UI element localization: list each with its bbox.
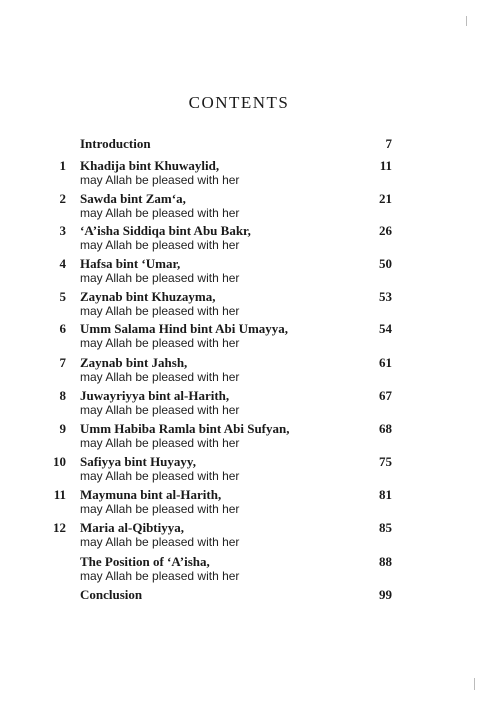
- entry-page-number: 54: [379, 321, 392, 336]
- entry-heading: Umm Salama Hind bint Abi Umayya,: [80, 321, 289, 336]
- entry-page-number: 88: [379, 554, 392, 569]
- entry-number: 7: [59, 355, 66, 370]
- entry-subtitle: may Allah be pleased with her: [80, 569, 240, 583]
- entry-number: 6: [59, 321, 66, 336]
- entry-heading: Sawda bint Zam‘a,: [80, 191, 186, 206]
- entry-page-number: 67: [379, 388, 392, 403]
- entry-page-number: 11: [379, 158, 392, 173]
- entry-number: 12: [53, 520, 66, 535]
- entry-number: 2: [59, 191, 66, 206]
- entry-number: 5: [59, 289, 66, 304]
- entry-page-number: 81: [379, 487, 392, 502]
- entry-subtitle: may Allah be pleased with her: [80, 370, 240, 384]
- entry-heading: Zaynab bint Jahsh,: [80, 355, 188, 370]
- entry-heading: Zaynab bint Khuzayma,: [80, 289, 216, 304]
- scan-mark: [466, 16, 467, 26]
- entry-heading: Khadija bint Khuwaylid,: [80, 158, 220, 173]
- entry-subtitle: may Allah be pleased with her: [80, 271, 240, 285]
- entry-page-number: 75: [379, 454, 392, 469]
- entry-page-number: 21: [379, 191, 392, 206]
- entry-page-number: 53: [379, 289, 392, 304]
- entry-subtitle: may Allah be pleased with her: [80, 502, 240, 516]
- entry-page-number: 85: [379, 520, 392, 535]
- scan-mark: [474, 678, 475, 690]
- entry-heading: Maymuna bint al-Harith,: [80, 487, 222, 502]
- entry-subtitle: may Allah be pleased with her: [80, 336, 240, 350]
- entry-number: 3: [59, 223, 66, 238]
- entry-number: 1: [59, 158, 66, 173]
- entry-subtitle: may Allah be pleased with her: [80, 173, 240, 187]
- entry-subtitle: may Allah be pleased with her: [80, 469, 240, 483]
- entry-heading: Safiyya bint Huyayy,: [80, 454, 196, 469]
- entry-heading: Maria al-Qibtiyya,: [80, 520, 184, 535]
- entry-number: 10: [53, 454, 66, 469]
- entry-number: 8: [59, 388, 66, 403]
- entry-subtitle: may Allah be pleased with her: [80, 304, 240, 318]
- entry-page-number: 7: [385, 136, 392, 151]
- entry-page-number: 61: [379, 355, 392, 370]
- entry-number: 4: [59, 256, 66, 271]
- entry-heading: Juwayriyya bint al-Harith,: [80, 388, 230, 403]
- entry-page-number: 68: [379, 421, 392, 436]
- entry-number: 11: [53, 487, 66, 502]
- entry-subtitle: may Allah be pleased with her: [80, 403, 240, 417]
- entry-subtitle: may Allah be pleased with her: [80, 238, 240, 252]
- entry-heading: Introduction: [80, 136, 151, 151]
- entry-page-number: 50: [379, 256, 392, 271]
- entry-heading: The Position of ‘A’isha,: [80, 554, 210, 569]
- entry-page-number: 99: [379, 587, 392, 602]
- entry-subtitle: may Allah be pleased with her: [80, 436, 240, 450]
- entry-heading: ‘A’isha Siddiqa bint Abu Bakr,: [80, 223, 251, 238]
- entry-heading: Conclusion: [80, 587, 143, 602]
- entry-heading: Hafsa bint ‘Umar,: [80, 256, 181, 271]
- entry-subtitle: may Allah be pleased with her: [80, 206, 240, 220]
- entry-heading: Umm Habiba Ramla bint Abi Sufyan,: [80, 421, 290, 436]
- entry-subtitle: may Allah be pleased with her: [80, 535, 240, 549]
- entry-number: 9: [59, 421, 66, 436]
- entry-page-number: 26: [379, 223, 392, 238]
- page-title: CONTENTS: [188, 93, 290, 112]
